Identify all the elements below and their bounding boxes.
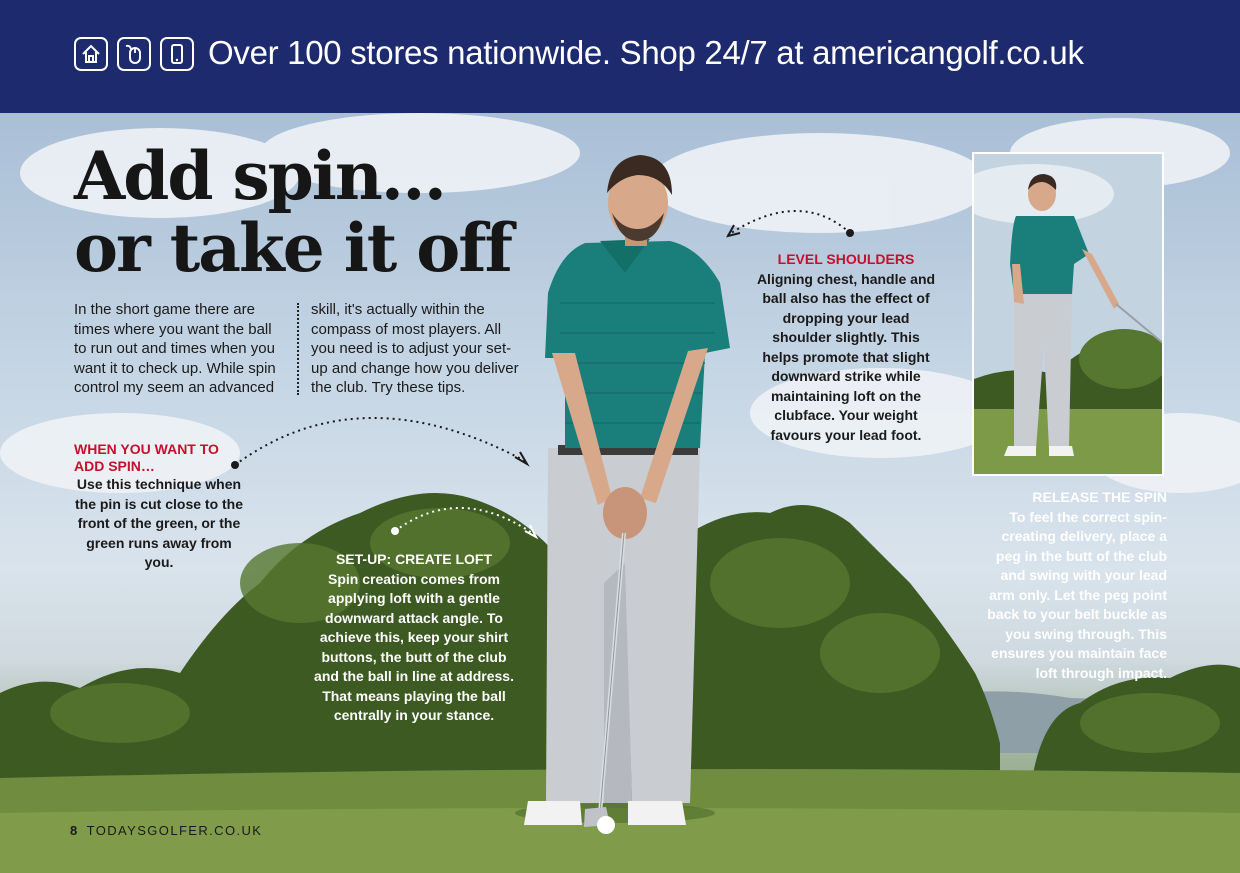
mouse-icon [117,37,151,71]
mobile-icon [160,37,194,71]
page-folio [70,823,262,838]
callout-set-up-title: SET-UP: CREATE LOFT [335,551,493,567]
page-number: 8 [70,823,79,838]
callout-set-up [314,550,514,726]
callout-level-shoulders [756,250,936,445]
site-url: TODAYSGOLFER.CO.UK [86,823,263,838]
inset-illustration [974,154,1164,476]
headline-line-2: or take it off [74,209,512,287]
inset-photo [972,152,1164,476]
callout-level-shoulders-title: LEVEL SHOULDERS [777,251,915,267]
callout-set-up-body: Spin creation comes from applying loft with a gentle downward attack angle. To achieve this, keep your shirt buttons, the butt of the club and the ball in line at address. That means playing the ball centrally in your stance. [314,570,514,723]
intro-text-right: skill, it's actually within the compass of most players. All you need is to adjust your set-up and change how you deliver the club. Try these tips. [311,301,519,396]
banner-text: Over 100 stores nationwide. Shop 24/7 at americangolf.co.uk [208,34,1084,71]
callout-add-spin [74,441,244,573]
banner-icons [74,37,194,71]
callout-release-spin [985,488,1167,683]
home-icon [74,37,108,71]
intro-text-left: In the short game there are times where you want the ball to run out and times when you want it to check up. While spin control my seem an advanced [74,301,276,396]
top-banner [0,0,1240,113]
callout-release-spin-body: To feel the correct spin-creating delivery, place a peg in the butt of the club and swing with your lead arm only. Let the peg point back to your belt buckle as you swing through. This ensures you maintain face loft through impact. [987,508,1167,681]
arrow-spin [235,418,525,465]
headline [74,137,554,287]
headline-line-1: Add spin… [74,137,445,215]
callout-level-shoulders-body: Aligning chest, handle and ball also has the effect of dropping your lead shoulder slightly. This helps promote that slight downward strike while maintaining loft on the clubface. Your weight favours your lead foot. [756,270,936,443]
callout-add-spin-title: WHEN YOU WANT TO ADD SPIN… [74,441,219,474]
callout-add-spin-body: Use this technique when the pin is cut close to the front of the green, or the green runs away from you. [74,476,244,570]
intro-divider [297,303,299,395]
callout-release-spin-title: RELEASE THE SPIN [1032,489,1167,505]
